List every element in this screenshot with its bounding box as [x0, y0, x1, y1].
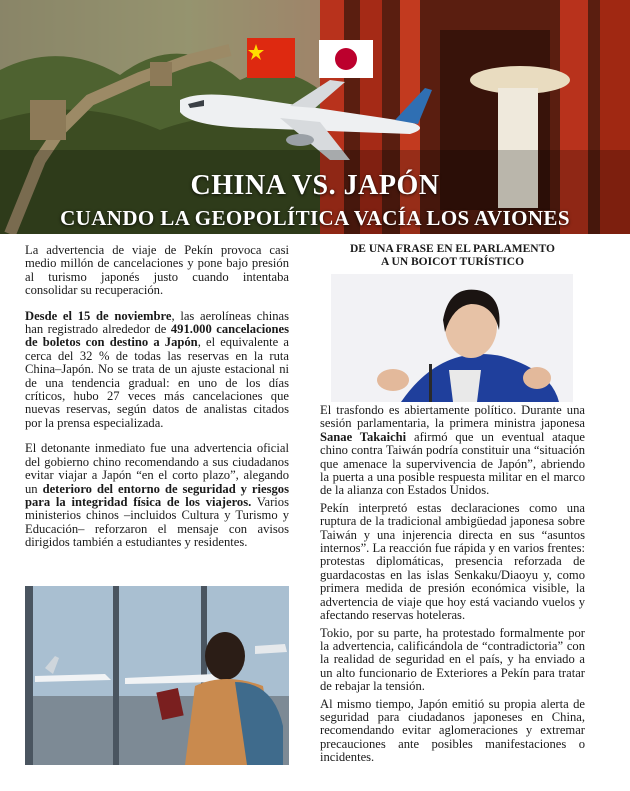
hero-banner: [0, 0, 630, 234]
section-heading: DE UNA FRASE EN EL PARLAMENTO A UN BOICOT TURÍSTICO: [349, 243, 555, 268]
takaichi-photo: [331, 274, 573, 402]
left-column: [25, 244, 289, 562]
page-title: CHINA VS. JAPÓN: [190, 170, 440, 201]
stats-paragraph: Desde el 15 de noviembre, las aerolíneas chinas han registrado alrededor de 491.000 cancelaciones de boletos con destino a Japón, el equivalente a cerca del 32 % de todas las reservas en la ruta China–Japón. No se trata de un ajuste estacional ni de una tendencia gradual: en uno de los días críticos, hubo 27 veces más cancelaciones que nuevas reservas, según datos de analistas citados por la prensa especializada.: [25, 308, 289, 430]
airport-traveler-photo: [25, 586, 289, 765]
beijing-reaction-paragraph: Pekín interpretó estas declaraciones como una ruptura de la tradicional ambigüedad japonesa sobre Taiwán y una injerencia directa en sus “asuntos internos”. La reacción fue rápida y en varios frentes: protestas diplomáticas, presencia reforzada de guardacostas en las islas Senkaku/Diaoyu y, como primera medida de presión económica visible, la advertencia de viaje que hoy está vaciando vuelos y afectando reservas hoteleras.: [320, 500, 585, 623]
wall-tower: [30, 100, 66, 140]
page-subtitle: CUANDO LA GEOPOLÍTICA VACÍA LOS AVIONES: [60, 206, 570, 230]
japan-alert-paragraph: Al mismo tiempo, Japón emitió su propia alerta de seguridad para ciudadanos japoneses en China, recomendando evitar aglomeraciones y extremar precauciones ante posibles manifestaciones o incidentes.: [320, 696, 585, 765]
right-column: [320, 404, 585, 769]
tokyo-response-paragraph: Tokio, por su parte, ha protestado formalmente por la advertencia, calificándola de “contradictoria” con la realidad de seguridad en el país, y ha enviado a un alto funcionario de Exteriores a Pekín para tratar de rebajar la tensión.: [320, 625, 585, 694]
intro-paragraph: La advertencia de viaje de Pekín provoca casi medio millón de cancelaciones y pone bajo presión al turismo japonés justo cuando intentaba consolidar su recuperación.: [25, 243, 289, 298]
trigger-paragraph: El detonante inmediato fue una advertencia oficial del gobierno chino recomendando a sus ciudadanos evitar viajar a Japón “en el corto plazo”, alegando un deterioro del entorno de seguridad y riesgos para la integridad física de los viajeros. Varios ministerios chinos –incluidos Cultura y Turismo y Educación– reforzaron el mensaje con avisos dirigidos también a estudiantes y residentes.: [25, 441, 289, 550]
background-paragraph: El trasfondo es abiertamente político. Durante una sesión parlamentaria, la primera ministra japonesa Sanae Takaichi afirmó que un eventual ataque chino contra Taiwán podría constituir una “situación que amenace la supervivencia de Japón”, abriendo la puerta a una posible respuesta militar en el marco de la alianza con Estados Unidos.: [320, 403, 585, 498]
china-flag: [247, 38, 295, 78]
